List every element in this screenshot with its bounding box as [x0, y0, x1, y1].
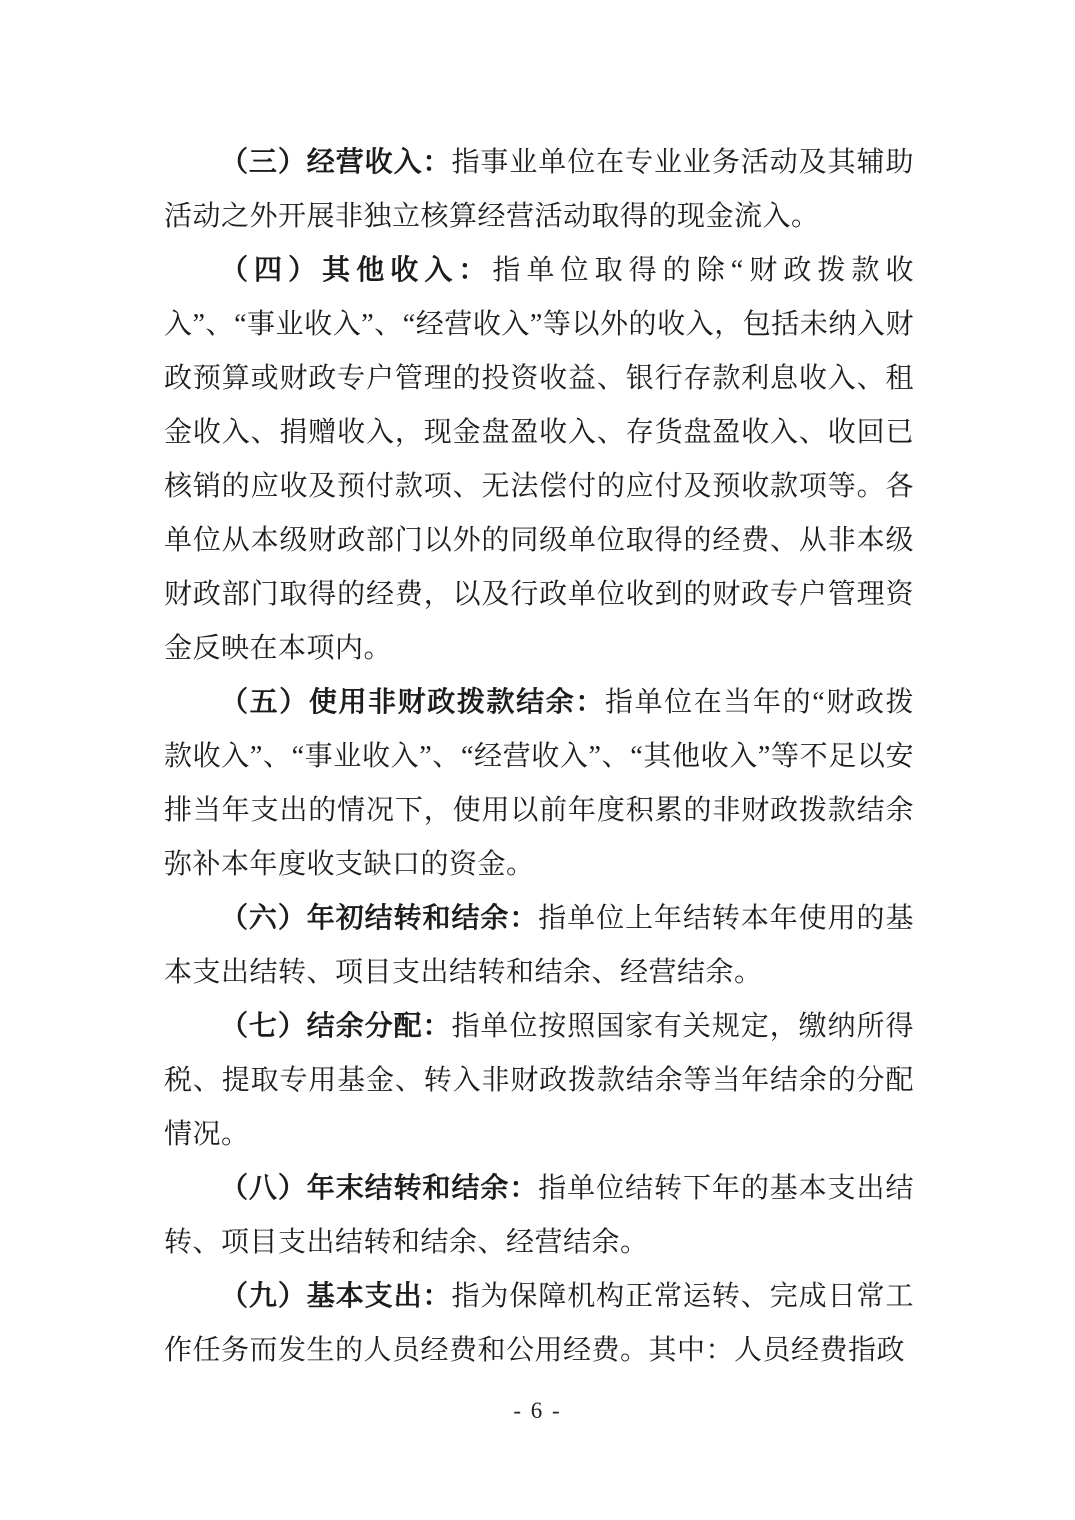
paragraph-text: 指单位在当年的“财政拨款收入”、“事业收入”、“经营收入”、“其他收入”等不足以安排当年支出的情况下，使用以前年度积累的非财政拨款结余弥补本年度收支缺口的资金。: [164, 687, 914, 880]
paragraph-text: 指为保障机构正常运转、完成日常工作任务而发生的人员经费和公用经费。其中：人员经费指政: [164, 1281, 914, 1366]
paragraph-heading: （五）使用非财政拨款结余：: [220, 687, 605, 718]
paragraph-heading: （三）经营收入：: [220, 147, 452, 178]
paragraph-text: 指单位按照国家有关规定，缴纳所得税、提取专用基金、转入非财政拨款结余等当年结余的分配情况。: [164, 1011, 914, 1150]
paragraph: [164, 136, 914, 244]
page-number: - 6 -: [513, 1398, 562, 1423]
paragraph: [164, 244, 914, 676]
paragraph: [164, 892, 914, 1000]
paragraph: [164, 1270, 914, 1378]
paragraph-heading: （八）年末结转和结余：: [220, 1173, 539, 1204]
document-body: [164, 136, 914, 1378]
paragraph-heading: （九）基本支出：: [220, 1281, 452, 1312]
paragraph-text: 指单位结转下年的基本支出结转、项目支出结转和结余、经营结余。: [164, 1173, 914, 1258]
paragraph: [164, 1162, 914, 1270]
paragraph-text: 指单位取得的除“财政拨款收入”、“事业收入”、“经营收入”等以外的收入，包括未纳入财政预算或财政专户管理的投资收益、银行存款利息收入、租金收入、捐赠收入，现金盘盈收入、存货盘盈收入、收回已核销的应收及预付款项、无法偿付的应付及预收款项等。各单位从本级财政部门以外的同级单位取得的经费、从非本级财政部门取得的经费，以及行政单位收到的财政专户管理资金反映在本项内。: [164, 255, 914, 664]
paragraph-text: 指单位上年结转本年使用的基本支出结转、项目支出结转和结余、经营结余。: [164, 903, 914, 988]
paragraph: [164, 1000, 914, 1162]
paragraph-heading: （七）结余分配：: [220, 1011, 452, 1042]
paragraph-heading: （四）其他收入：: [220, 255, 493, 286]
paragraph: [164, 676, 914, 892]
paragraph-heading: （六）年初结转和结余：: [220, 903, 539, 934]
paragraph-text: 指事业单位在专业业务活动及其辅助活动之外开展非独立核算经营活动取得的现金流入。: [164, 147, 914, 232]
